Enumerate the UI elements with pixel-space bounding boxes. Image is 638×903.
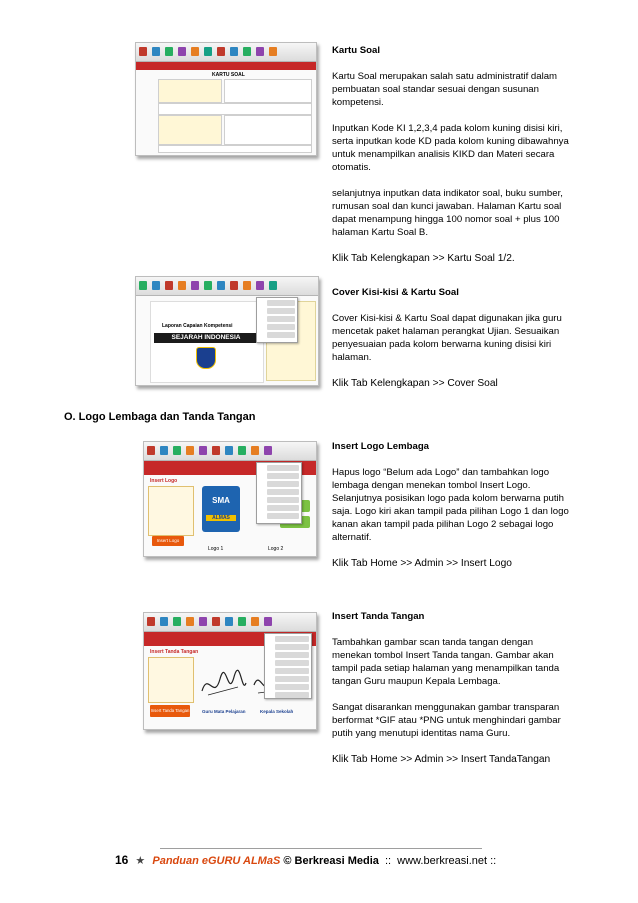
footer-separator: :: bbox=[384, 855, 392, 867]
insert-ttd-text bbox=[332, 610, 572, 779]
insert-ttd-screenshot bbox=[143, 612, 317, 730]
kartu-soal-screenshot bbox=[135, 42, 317, 156]
logo-2-caption: Logo 2 bbox=[268, 546, 284, 552]
ribbon-toolbar bbox=[144, 442, 316, 461]
cover-title-heading: Cover Kisi-kisi & Kartu Soal bbox=[332, 287, 459, 298]
insert-ttd-paragraph-1: Tambahkan gambar scan tanda tangan dengan menekan tombol Insert Tanda tangan. Gambar akan tampil pada setiap halaman yang menampilkan tanda tangan Guru maupun Kepala Lembaga. bbox=[332, 637, 560, 687]
footer-symbol-icon: ★ bbox=[135, 855, 146, 867]
cover-paragraph-1: Cover Kisi-kisi & Kartu Soal dapat digunakan jika guru mencetak paket halaman perangkat Ujian. Sesuaikan penyesuaian pada kolom berwarna kuning disisi kiri halaman. bbox=[332, 313, 562, 363]
insert-ttd-panel-title: Insert Tanda Tangan bbox=[150, 649, 199, 655]
kartu-soal-paragraph-3: selanjutnya inputkan data indikator soal, buku sumber, rumusan soal dan kunci jawaban. Halaman Kartu soal dapat menampung hingga 100 nomor soal + plus 100 halaman Kartu Soal B. bbox=[332, 188, 563, 238]
section-heading: O. Logo Lembaga dan Tanda Tangan bbox=[64, 411, 256, 423]
sma-logo-icon bbox=[202, 486, 240, 532]
footer-product: Panduan eGURU ALMaS bbox=[152, 855, 281, 867]
footer-url: www.berkreasi.net :: bbox=[397, 855, 497, 867]
insert-ttd-button[interactable]: Insert Tanda Tangan bbox=[150, 705, 190, 717]
insert-ttd-title: Insert Tanda Tangan bbox=[332, 611, 425, 622]
kartu-soal-paragraph-1: Kartu Soal merupakan salah satu administratif dalam pembuatan soal standar sesuai dengan susunan kompetensi. bbox=[332, 71, 558, 108]
footer-copyright: © Berkreasi Media bbox=[283, 855, 379, 867]
ribbon-toolbar bbox=[136, 277, 318, 296]
footer-rule bbox=[160, 848, 482, 849]
insert-logo-screenshot bbox=[143, 441, 317, 557]
insert-logo-button[interactable]: Insert Logo bbox=[152, 536, 184, 546]
ribbon-toolbar bbox=[136, 43, 316, 62]
kartu-soal-text bbox=[332, 44, 572, 278]
page-number: 16 bbox=[115, 853, 129, 867]
insert-logo-panel-title: Insert Logo bbox=[150, 478, 178, 484]
cover-subtitle: Laporan Capaian Kompetensi bbox=[162, 323, 233, 329]
kartu-soal-sheet-title: KARTU SOAL bbox=[212, 72, 245, 78]
kartu-soal-paragraph-2: Inputkan Kode KI 1,2,3,4 pada kolom kuning disisi kiri, serta inputkan kode KD pada kolom kuning dibawahnya untuk menampilkan analisis KIKD dan Materi secara otomatis. bbox=[332, 123, 569, 173]
dropdown-menu bbox=[256, 297, 298, 343]
logo-1-caption: Logo 1 bbox=[208, 546, 224, 552]
cover-text bbox=[332, 286, 572, 403]
signature-icon bbox=[198, 665, 248, 705]
sma-logo-banner: ALMAS bbox=[206, 515, 236, 521]
insert-logo-paragraph-1: Hapus logo “Belum ada Logo” dan tambahkan logo lembaga dengan menekan tombol Insert Logo. Selanjutnya posisikan logo pada kolom berwarna putih saja. Logo kiri akan tampil pada pilihan Logo 1 dan logo kanan akan tampil pada pilihan Logo 2 sebagai logo alternatif. bbox=[332, 467, 569, 543]
kartu-soal-navigation: Klik Tab Kelengkapan >> Kartu Soal 1/2. bbox=[332, 253, 515, 264]
guru-caption: Guru Mata Pelajaran bbox=[202, 709, 246, 714]
insert-logo-title: Insert Logo Lembaga bbox=[332, 441, 430, 452]
sma-logo-text: SMA bbox=[212, 496, 230, 505]
insert-ttd-navigation: Klik Tab Home >> Admin >> Insert TandaTangan bbox=[332, 754, 551, 765]
admin-dropdown-menu bbox=[264, 633, 312, 699]
cover-navigation: Klik Tab Kelengkapan >> Cover Soal bbox=[332, 378, 498, 389]
page-footer bbox=[115, 853, 535, 867]
kepala-caption: Kepala Sekolah bbox=[260, 709, 294, 714]
admin-dropdown-menu bbox=[256, 462, 302, 524]
school-logo-icon bbox=[196, 347, 216, 369]
insert-logo-text bbox=[332, 440, 572, 583]
ribbon-toolbar bbox=[144, 613, 316, 632]
cover-screenshot bbox=[135, 276, 319, 386]
kartu-soal-title: Kartu Soal bbox=[332, 45, 380, 56]
insert-logo-navigation: Klik Tab Home >> Admin >> Insert Logo bbox=[332, 558, 512, 569]
insert-ttd-paragraph-2: Sangat disarankan menggunakan gambar transparan berformat *GIF atau *PNG untuk menghindari gambar putih yang menutupi identitas nama Guru. bbox=[332, 702, 561, 739]
cover-title: SEJARAH INDONESIA bbox=[154, 333, 258, 343]
